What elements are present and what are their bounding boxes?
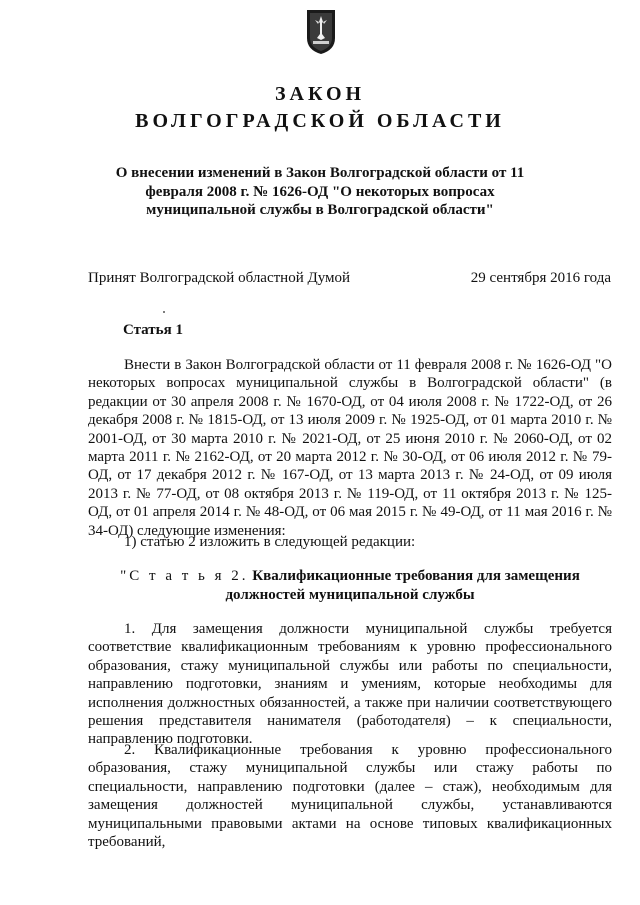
article-2-paragraph-2: 2. Квалификационные требования к уровню профессионального образования, стажу муниципальной службы или стажу работы по специальности, направлению подготовки (далее – стаж), необходимым для замещения должностей муниципальной службы, устанавливаются муниципальными правовыми актами на основе типовых квалификационных требований, [88, 742, 612, 851]
article-2-heading [88, 567, 612, 604]
article-1-intro: Внести в Закон Волгоградской области от 11 февраля 2008 г. № 1626-ОД "О некоторых вопросах муниципальной службы в Волгоградской области" (в редакции от 30 апреля 2008 г. № 1670-ОД, от 04 июля 2008 г. № 1722-ОД, от 26 декабря 2008 г. № 1815-ОД, от 13 июля 2009 г. № 1925-ОД, от 01 марта 2010 г. № 2001-ОД, от 30 марта 2010 г. № 2021-ОД, от 25 июня 2010 г. № 2060-ОД, от 02 марта 2011 г. № 2162-ОД, от 20 марта 2012 г. № 30-ОД, от 06 июля 2012 г. № 79-ОД, от 17 декабря 2012 г. № 167-ОД, от 13 марта 2013 г. № 24-ОД, от 09 июля 2013 г. № 77-ОД, от 08 октября 2013 г. № 119-ОД, от 11 октября 2013 г. № 125-ОД, от 01 апреля 2014 г. № 48-ОД, от 06 мая 2015 г. № 49-ОД, от 11 мая 2016 г. № 34-ОД) следующие изменения: [88, 357, 612, 539]
region-title: ВОЛГОГРАДСКОЙ ОБЛАСТИ [135, 110, 505, 132]
coat-of-arms-icon [305, 8, 337, 56]
adopted-by: Принят Волгоградской областной Думой [88, 270, 351, 286]
adoption-date: 29 сентября 2016 года [470, 270, 611, 286]
law-subject: О внесении изменений в Закон Волгоградской области от 11 февраля 2008 г. № 1626-ОД "О некоторых вопросах муниципальной службы в Волгоградской области" [115, 165, 525, 218]
article-1-heading: Статья 1 [123, 322, 183, 338]
article-1-item-1: 1) статью 2 изложить в следующей редакции: [124, 534, 416, 550]
article-2-heading-prefix: "С т а т ь я 2. [120, 568, 249, 584]
article-2-heading-title: Квалификационные требования для замещения должностей муниципальной службы [225, 568, 580, 603]
scan-speck [163, 311, 165, 313]
law-title: ЗАКОН [274, 83, 366, 105]
article-2-paragraph-1: 1. Для замещения должности муниципальной службы требуется соответствие квалификационным требованиям к уровню профессионального образования, стажу муниципальной службы или работы по специальности, направлению подготовки, знаниям и умениям, которые необходимы для исполнения должностных обязанностей, а также при наличии соответствующего решения представителя нанимателя (работодателя) – к специальности, направлению подготовки. [88, 621, 612, 748]
